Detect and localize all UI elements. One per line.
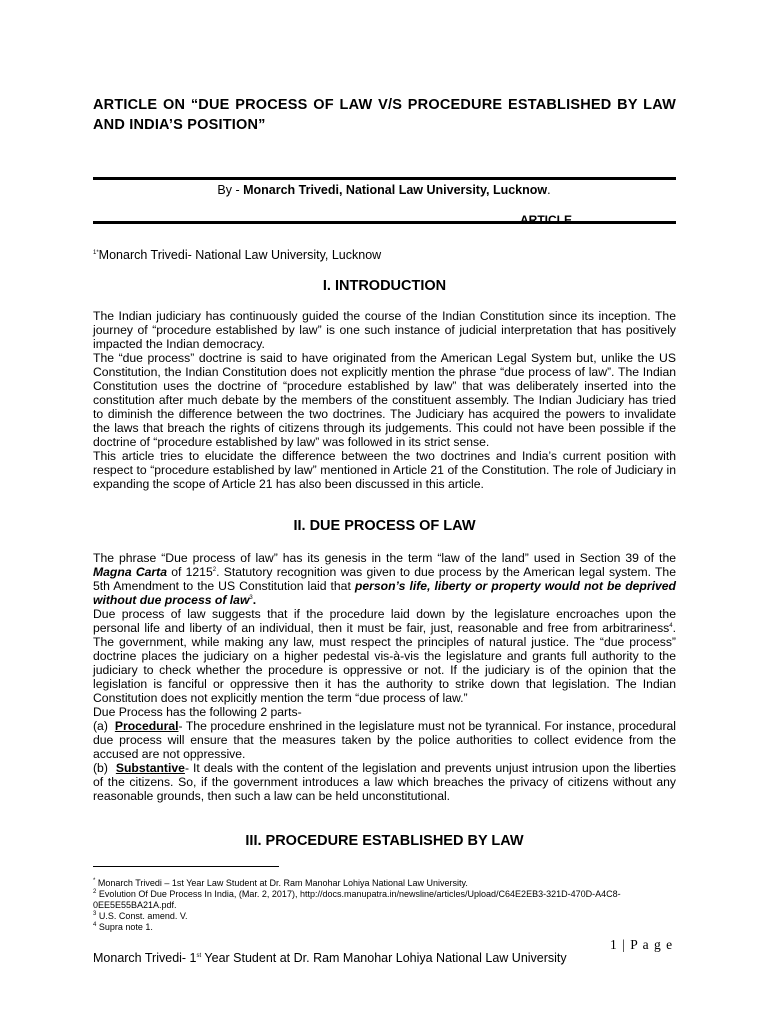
footnote-2 [93,889,676,911]
procedural-term: Procedural [114,719,179,733]
text-span: . Statutory recognition was given to due process by the American legal system. The 5th Amendment to the US Constitution laid that [93,565,676,593]
intro-paragraph-3: This article tries to elucidate the difference between the two doctrines and India’s current position with respect to “procedure established by law” mentioned in Article 21 of the Constitution. The role of Judiciary in expanding the scope of Article 21 has also been discussed in this article. [93,449,676,491]
page-number-separator: | [617,937,631,952]
page-number [610,937,673,953]
due-process-paragraph-2 [93,607,676,705]
footnote-mark: 4 [669,622,673,629]
text-span: Due process of law suggests that if the procedure laid down by the legislature encroaches upon the personal life and liberty of an individual, then it must be fair, just, reasonable and free from arbitrariness [93,607,676,635]
text-span: of 1215 [167,565,213,579]
footnote-text: Supra note 1. [96,922,153,932]
footer-text: Year Student at Dr. Ram Manohar Lohiya National Law University [201,951,567,965]
footnote-3 [93,911,676,922]
emphasized-quote: person’s life, liberty or property would not be deprived without due process of law [93,579,677,607]
byline-author: Monarch Trivedi, National Law University, Lucknow [243,183,548,197]
due-process-body [93,551,676,803]
page-footer [93,951,567,965]
magna-carta-term: Magna Carta [93,565,167,579]
section-heading-introduction: I. INTRODUCTION [322,278,447,294]
footnote-4 [93,922,676,933]
footnotes [93,878,676,933]
footnote-text: U.S. Const. amend. V. [96,911,188,921]
substantive-term: Substantive [115,761,185,775]
footnote-mark: * [93,878,96,884]
article-title: ARTICLE ON “DUE PROCESS OF LAW V/S PROCEDURE ESTABLISHED BY LAW AND INDIA’S POSITION” [93,97,676,133]
section-heading-procedure-established: III. PROCEDURE ESTABLISHED BY LAW [245,833,524,849]
due-process-paragraph-3: Due Process has the following 2 parts- [93,705,302,719]
intro-paragraph-1: The Indian judiciary has continuously guided the course of the Indian Constitution since its inception. The journey of “procedure established by law” is one such instance of judicial interpretation that has positively impacted the Indian democracy. [93,309,676,351]
text-span: . The government, while making any law, must respect the principles of natural justice. The “due process” doctrine places the judiciary on a higher pedestal vis-à-vis the legislature and grants full authority to the judiciary to check whether the procedure is oppressive or not. If the judiciary is of the opinion that the legislation is fanciful or oppressive then it has the authority to strike down that legislation. The Indian Constitution does not explicitly mention the term “due process of law.” [93,621,676,705]
footnote-mark: 2 [212,566,217,573]
stray-article-label: ARTICLE [520,214,572,223]
substantive-item [93,761,676,803]
footnote-mark: 2 [93,889,97,895]
text-span: The phrase “Due process of law” has its genesis in the term “law of the land” used in Section 39 of the [93,551,676,565]
byline-prefix: By - [217,183,244,197]
text-span: . [252,593,257,607]
byline [0,183,768,197]
footnote-separator [93,866,279,867]
author-reference [93,248,381,262]
footer-superscript: st [196,952,202,959]
footnote-1 [93,878,676,889]
page-number-value: 1 [610,937,618,952]
procedural-item [93,719,676,761]
footnote-mark: 3 [249,594,253,601]
page-label: P a g e [630,937,674,952]
footnote-mark: 4 [93,922,97,928]
intro-paragraph-2: The “due process” doctrine is said to have originated from the American Legal System but, unlike the US Constitution, the Indian Constitution does not explicitly mention the phrase “due process of law”. The Indian Constitution uses the doctrine of “procedure established by law” that was deliberately inserted into the constitution after much debate by the members of the constituent assembly. The Indian Judiciary has tried to diminish the difference between the two doctrines. The Judiciary has acquired the powers to invalidate the laws that breach the rights of citizens through its judgements. This could not have been possible if the doctrine of “procedure established by law” was followed in its strict sense. [93,351,676,449]
section-heading-due-process: II. DUE PROCESS OF LAW [293,518,476,534]
bottom-rule [93,221,676,224]
due-process-paragraph-1 [93,551,676,607]
top-rule [93,177,676,180]
author-reference-mark: 1* [93,249,99,256]
footnote-text: Evolution Of Due Process In India, (Mar. 2, 2017), http://docs.manupatra.in/newsline/articles/Upload/C64E2EB3-321D-470D-A4C8-0EE5E55BA21A.pdf. [93,889,621,910]
text-span: - The procedure enshrined in the legislature must not be tyrannical. For instance, procedural due process will ensure that the measures taken by the police authorities to collect evidence from the accused are not oppressive. [93,719,676,761]
list-label: (a) [93,719,108,733]
introduction-body [93,309,676,491]
footer-text: Monarch Trivedi- 1 [93,951,197,965]
author-reference-text: Monarch Trivedi- National Law University, Lucknow [98,248,382,262]
byline-suffix: . [547,183,551,197]
text-span: - It deals with the content of the legislation and prevents unjust intrusion upon the liberties of the citizens. So, if the government introduces a law which breaches the privacy of citizens without any reasonable grounds, then such a law can be held unconstitutional. [93,761,676,803]
list-label: (b) [93,761,108,775]
footnote-mark: 3 [93,911,97,917]
footnote-text: Monarch Trivedi – 1st Year Law Student at Dr. Ram Manohar Lohiya National Law University. [95,878,468,888]
